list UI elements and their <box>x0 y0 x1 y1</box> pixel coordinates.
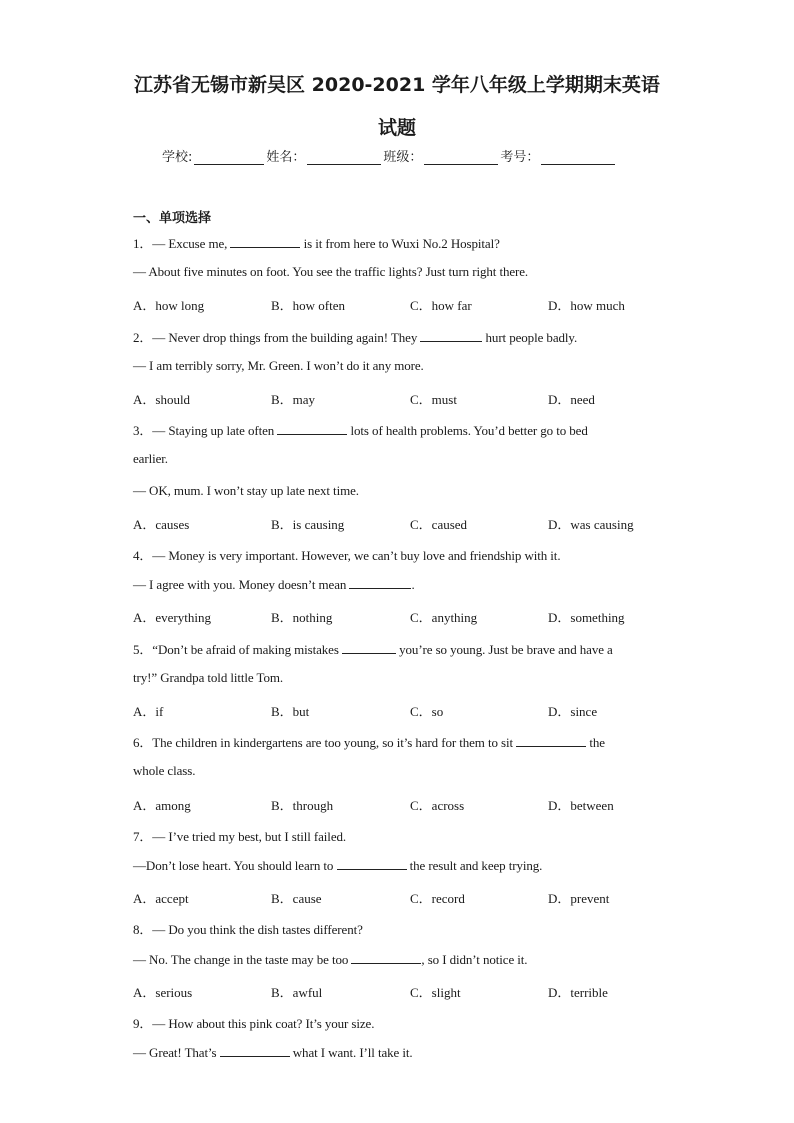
question-2-option-b[interactable]: B．may <box>271 392 316 407</box>
question-3-line-1 <box>133 420 588 439</box>
question-text: earlier. <box>133 451 168 466</box>
answer-blank[interactable] <box>342 641 396 654</box>
answer-blank[interactable] <box>420 329 482 342</box>
question-5-line-1 <box>133 639 613 658</box>
question-4-option-a[interactable]: A．everything <box>133 610 211 625</box>
section-heading: 一、单项选择 <box>133 211 212 226</box>
answer-blank[interactable] <box>277 422 347 435</box>
question-text: — Great! That’s <box>133 1045 220 1060</box>
name-blank[interactable] <box>307 150 381 165</box>
question-8-option-c[interactable]: C．slight <box>410 985 461 1000</box>
question-text: 1．— Excuse me, <box>133 236 231 251</box>
school-blank[interactable] <box>194 150 264 165</box>
question-text: try!” Grandpa told little Tom. <box>133 670 284 685</box>
question-3-option-a[interactable]: A．causes <box>133 517 190 532</box>
question-7-line-2 <box>133 857 542 874</box>
exam-number-blank[interactable] <box>541 150 615 165</box>
question-4-option-b[interactable]: B．nothing <box>271 610 333 625</box>
question-3-option-b[interactable]: B．is causing <box>271 517 345 532</box>
question-text: 8．— Do you think the dish tastes different? <box>133 922 363 937</box>
question-text: , so I didn’t notice it. <box>421 952 528 967</box>
question-text: the result and keep trying. <box>406 858 543 873</box>
question-8-line-2 <box>133 951 527 968</box>
question-5-option-b[interactable]: B．but <box>271 704 310 719</box>
question-5-option-d[interactable]: D．since <box>548 704 598 719</box>
question-8-option-d[interactable]: D．terrible <box>548 985 608 1000</box>
question-7-option-c[interactable]: C．record <box>410 891 465 906</box>
exam-title-line-2: 试题 <box>377 117 416 139</box>
question-text: — About five minutes on foot. You see the traffic lights? Just turn right there. <box>133 264 529 279</box>
question-4-line-2 <box>133 576 415 593</box>
question-text: . <box>411 577 415 592</box>
question-text: lots of health problems. You’d better go to bed <box>347 423 588 438</box>
question-7-option-b[interactable]: B．cause <box>271 891 322 906</box>
question-text: — I am terribly sorry, Mr. Green. I won’t do it any more. <box>133 358 424 373</box>
question-text: what I want. I’ll take it. <box>289 1045 413 1060</box>
question-1-option-c[interactable]: C．how far <box>410 298 472 313</box>
question-9-line-1 <box>133 1013 374 1032</box>
question-3-line-2 <box>133 451 168 467</box>
name-label: 姓名： <box>266 150 306 165</box>
question-3-line-3 <box>133 483 359 499</box>
question-2-option-a[interactable]: A．should <box>133 392 191 407</box>
question-7-option-a[interactable]: A．accept <box>133 891 189 906</box>
question-5-option-a[interactable]: A．if <box>133 704 164 719</box>
question-text: 7．— I’ve tried my best, but I still failed. <box>133 829 347 844</box>
question-8-option-b[interactable]: B．awful <box>271 985 323 1000</box>
class-blank[interactable] <box>424 150 498 165</box>
question-8-option-a[interactable]: A．serious <box>133 985 193 1000</box>
question-2-option-c[interactable]: C．must <box>410 392 457 407</box>
question-text: 5．“Don’t be afraid of making mistakes <box>133 642 342 657</box>
school-label: 学校: <box>162 150 193 165</box>
question-text: 9．— How about this pink coat? It’s your size. <box>133 1016 375 1031</box>
answer-blank[interactable] <box>349 576 411 589</box>
question-2-option-d[interactable]: D．need <box>548 392 595 407</box>
question-1-option-d[interactable]: D．how much <box>548 298 625 313</box>
question-6-option-b[interactable]: B．through <box>271 798 334 813</box>
question-5-line-2 <box>133 670 283 686</box>
question-4-line-1 <box>133 545 560 564</box>
exam-title-line-1: 江苏省无锡市新吴区 2020-2021 学年八年级上学期期末英语 <box>134 74 660 96</box>
answer-blank[interactable] <box>230 235 300 248</box>
question-4-option-d[interactable]: D．something <box>548 610 625 625</box>
answer-blank[interactable] <box>337 857 407 870</box>
question-8-line-1 <box>133 919 363 938</box>
question-text: —Don’t lose heart. You should learn to <box>133 858 337 873</box>
question-4-option-c[interactable]: C．anything <box>410 610 478 625</box>
question-1-line-2 <box>133 264 528 280</box>
question-9-line-2 <box>133 1044 413 1061</box>
question-text: whole class. <box>133 763 196 778</box>
question-2-line-1 <box>133 327 577 346</box>
answer-blank[interactable] <box>516 734 586 747</box>
question-text: is it from here to Wuxi No.2 Hospital? <box>300 236 500 251</box>
question-text: 6．The children in kindergartens are too young, so it’s hard for them to sit <box>133 735 517 750</box>
question-text: — No. The change in the taste may be too <box>133 952 352 967</box>
question-2-line-2 <box>133 358 424 374</box>
answer-blank[interactable] <box>351 951 421 964</box>
question-6-option-a[interactable]: A．among <box>133 798 191 813</box>
student-info-row <box>162 146 617 165</box>
question-text: the <box>586 735 605 750</box>
question-6-line-2 <box>133 763 195 779</box>
question-text: you’re so young. Just be brave and have a <box>395 642 613 657</box>
question-text: — OK, mum. I won’t stay up late next time. <box>133 483 359 498</box>
question-5-option-c[interactable]: C．so <box>410 704 444 719</box>
exam-number-label: 考号： <box>500 150 540 165</box>
question-text: hurt people badly. <box>482 330 578 345</box>
question-7-option-d[interactable]: D．prevent <box>548 891 610 906</box>
class-label: 班级： <box>383 150 423 165</box>
question-text: 2．— Never drop things from the building again! They <box>133 330 421 345</box>
answer-blank[interactable] <box>220 1044 290 1057</box>
question-6-option-c[interactable]: C．across <box>410 798 465 813</box>
question-text: 3．— Staying up late often <box>133 423 278 438</box>
question-text: — I agree with you. Money doesn’t mean <box>133 577 350 592</box>
question-1-option-b[interactable]: B．how often <box>271 298 346 313</box>
question-6-option-d[interactable]: D．between <box>548 798 614 813</box>
question-3-option-c[interactable]: C．caused <box>410 517 468 532</box>
question-text: 4．— Money is very important. However, we can’t buy love and friendship with it. <box>133 548 561 563</box>
question-6-line-1 <box>133 732 605 751</box>
question-1-line-1 <box>133 233 500 252</box>
question-7-line-1 <box>133 826 346 845</box>
question-1-option-a[interactable]: A．how long <box>133 298 205 313</box>
question-3-option-d[interactable]: D．was causing <box>548 517 634 532</box>
